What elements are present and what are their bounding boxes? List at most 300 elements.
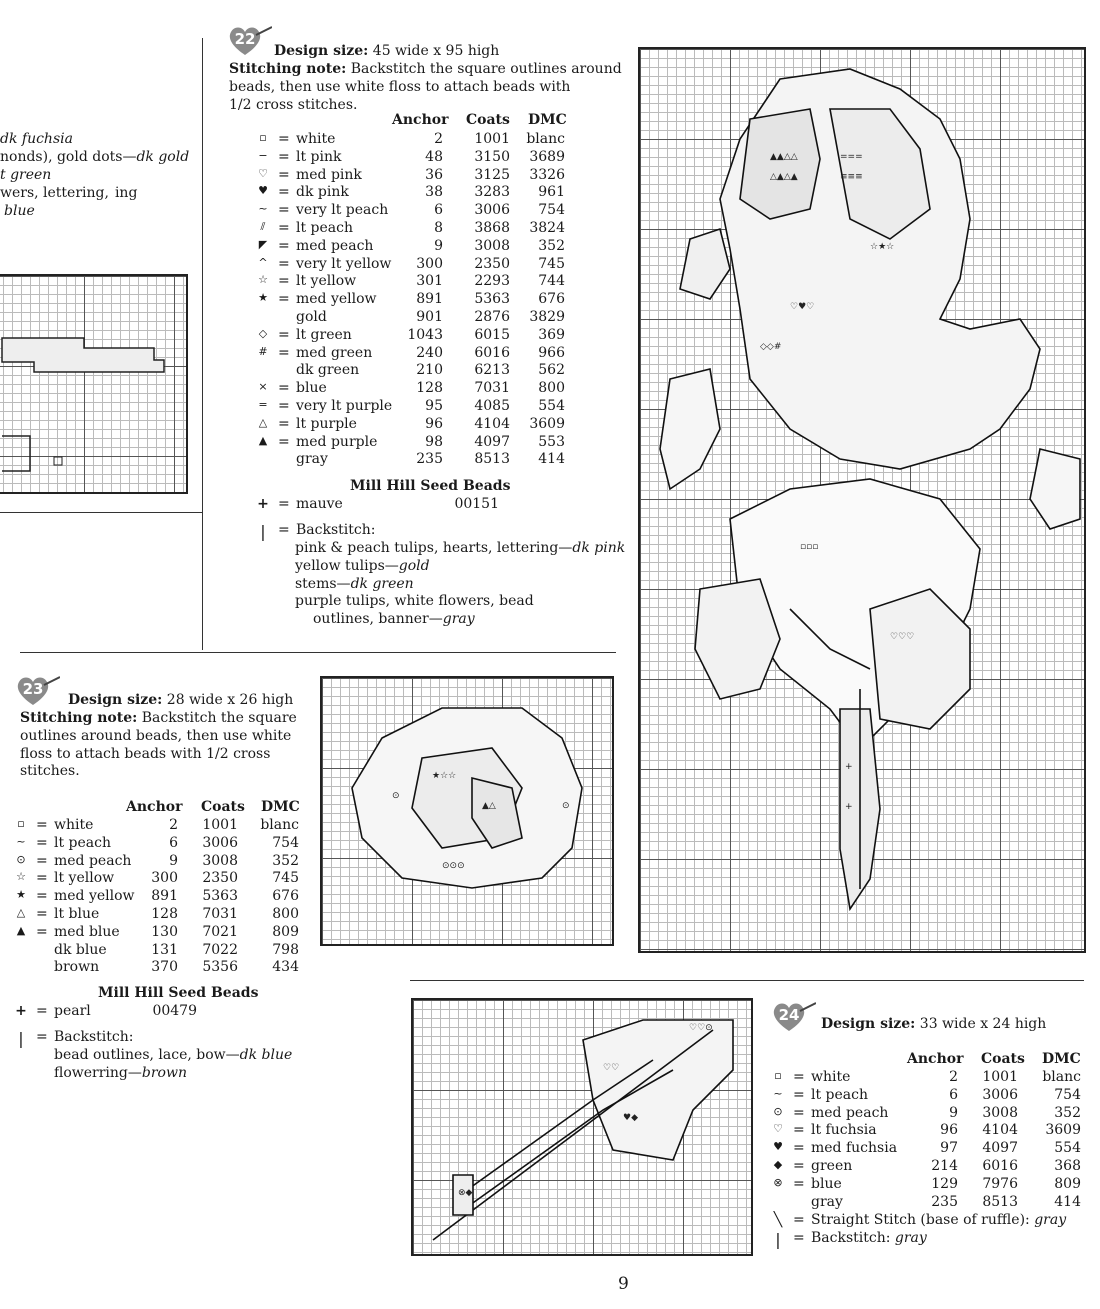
bead-eq: = [278,496,290,512]
bead-eq: = [36,1003,48,1019]
dmc-number: 754 [272,834,299,851]
design-23-motif [322,678,616,948]
color-key-row [14,959,314,977]
dmc-number: 754 [538,202,565,219]
bead-code: 00479 [152,1003,197,1019]
design-23-note-line4: stitches. [20,763,80,780]
color-key-row [256,273,576,291]
dmc-number: 745 [272,870,299,887]
color-name: blue [811,1175,842,1192]
design-23-beads-title: Mill Hill Seed Beads [98,985,259,1001]
stitch-symbol-icon: ◤ [258,237,268,251]
anchor-number: 9 [949,1104,958,1121]
color-name: lt peach [296,219,354,236]
svg-text:☆★☆: ☆★☆ [870,242,895,252]
color-key-row [14,870,314,888]
design-23-header-dmc: DMC [261,799,300,815]
coats-number: 7031 [474,380,510,397]
straight-color: gray [1034,1212,1067,1228]
dmc-number: 554 [538,397,565,414]
anchor-number: 891 [416,291,443,308]
dmc-number: 352 [538,237,565,254]
design-23-backstitch [14,1029,314,1047]
coats-number: 1001 [202,817,238,833]
coats-number: 2293 [474,273,510,290]
bs22-line1: pink & peach tulips, hearts, lettering— [295,540,573,556]
design-22-motif [640,49,1088,955]
design-22-number: 22 [234,30,256,48]
stitch-symbol-icon: ▲ [16,923,26,937]
equals-sign: = [36,852,48,869]
svg-text:▲△: ▲△ [482,801,496,811]
color-name: lt peach [811,1086,869,1103]
fragment-chart-motif [0,276,190,496]
color-key-row [771,1087,1086,1105]
anchor-number: 901 [416,308,443,325]
backstitch-eq: = [36,1029,48,1045]
design-24-number: 24 [778,1006,800,1024]
svg-text:+: + [845,762,853,772]
equals-sign: = [278,273,290,290]
design-22-note [229,61,622,114]
dmc-number: 369 [538,326,565,343]
bead-name: mauve [296,496,343,512]
dmc-number: 3609 [1045,1122,1081,1139]
equals-sign: = [278,380,290,397]
design-22-heart-icon [228,25,266,55]
backstitch-label-text: Backstitch: [811,1230,891,1246]
design-23-note-label: Stitching note: [20,710,138,726]
equals-sign: = [36,923,48,940]
fragment-line-2-color: dk gold [136,149,190,165]
bs23-line1: bead outlines, lace, bow— [54,1047,240,1063]
dmc-number: 3824 [529,219,565,236]
equals-sign: = [278,433,290,450]
stitch-symbol-icon: ♥ [258,184,268,198]
svg-text:♡♥♡: ♡♥♡ [790,302,815,312]
coats-number: 7031 [202,905,238,922]
color-name: very lt yellow [296,255,392,272]
design-24-header-anchor: Anchor [907,1051,964,1067]
backstitch-eq: = [793,1230,805,1246]
equals-sign: = [278,131,290,147]
anchor-number: 214 [931,1157,958,1174]
dmc-number: 745 [538,255,565,272]
dmc-number: 3689 [529,148,565,165]
design-22-size [274,43,499,61]
anchor-number: 129 [931,1175,958,1192]
straight-label-text: Straight Stitch (base of ruffle): [811,1212,1030,1228]
dmc-number: 368 [1054,1157,1081,1174]
dmc-number: blanc [1042,1069,1081,1085]
svg-text:▫▫▫: ▫▫▫ [800,542,819,552]
coats-number: 3868 [474,219,510,236]
color-name: med green [296,344,373,361]
stitch-symbol-icon: ▲ [258,433,268,447]
design-22-header-anchor: Anchor [392,112,449,128]
stitch-symbol-icon: # [258,344,268,358]
design-22-backstitch [256,522,616,540]
color-name: med peach [811,1104,889,1121]
design-23-size [68,692,293,710]
coats-number: 8513 [982,1193,1018,1210]
coats-number: 3006 [474,202,510,219]
design-23-number: 23 [22,680,44,698]
anchor-number: 128 [416,380,443,397]
anchor-number: 300 [151,870,178,887]
svg-text:+: + [845,802,853,812]
dmc-number: 800 [272,905,299,922]
bs22-line3-color: dk green [350,575,414,592]
color-name: med peach [54,852,132,869]
design-23-color-key [14,817,314,977]
anchor-number: 300 [416,255,443,272]
backstitch-label [811,1230,927,1246]
color-name: lt pink [296,148,342,165]
backstitch-label: Backstitch: [54,1029,134,1045]
stitch-symbol-icon: ▫ [17,817,25,830]
fragment-line-2-text: nonds), gold dots— [0,149,137,165]
color-key-row [256,202,576,220]
coats-number: 2350 [202,870,238,887]
design-23-note [20,710,297,781]
design-24-motif [413,1000,755,1258]
backstitch-eq: = [278,522,290,538]
dmc-number: 352 [1054,1104,1081,1121]
color-key-row [256,416,576,434]
dmc-number: 809 [272,923,299,940]
color-key-row [256,345,576,363]
coats-number: 6015 [474,326,510,343]
color-name: med purple [296,433,378,450]
backstitch-line-icon: | [18,1029,24,1048]
svg-text:⊗◆: ⊗◆ [458,1188,473,1198]
stitch-symbol-icon: ⫽ [260,219,266,233]
color-key-row [771,1105,1086,1123]
coats-number: 4097 [982,1140,1018,1157]
fragment-line-2 [0,149,189,167]
color-name: brown [54,959,100,976]
straight-label [811,1212,1066,1228]
design-23-chart [320,676,614,946]
color-key-row [256,291,576,309]
anchor-number: 6 [434,202,443,219]
design-23-header-coats: Coats [201,799,245,815]
anchor-number: 235 [931,1193,958,1210]
dmc-number: 434 [272,959,299,976]
svg-text:⊙⊙⊙: ⊙⊙⊙ [442,861,465,871]
color-name: lt fuchsia [811,1122,877,1139]
equals-sign: = [278,291,290,308]
design-23-size-value: 28 wide x 26 high [166,692,294,708]
color-name: med blue [54,923,120,940]
coats-number: 6016 [474,344,510,361]
stitch-symbol-icon: ~ [16,834,26,848]
design-22-note-line1: Backstitch the square outlines around [350,61,622,77]
anchor-number: 95 [425,397,443,414]
stitch-symbol-icon: ◆ [773,1157,783,1171]
anchor-number: 48 [425,148,443,165]
anchor-number: 2 [949,1069,958,1085]
equals-sign: = [793,1175,805,1192]
color-name: very lt peach [296,202,389,219]
color-name: gray [296,451,328,468]
dmc-number: 809 [1054,1175,1081,1192]
svg-text:===: === [840,152,863,162]
section-rule-24 [410,980,1084,981]
design-23-bead-row [14,1003,314,1021]
stitch-symbol-icon: ◇ [258,326,268,340]
svg-text:♡♡⊙: ♡♡⊙ [689,1023,713,1033]
fragment-rule [0,512,202,513]
color-name: very lt purple [296,397,393,414]
equals-sign: = [36,834,48,851]
bs22-line2-color: gold [398,557,430,574]
dmc-number: 744 [538,273,565,290]
design-24-header-dmc: DMC [1042,1051,1081,1067]
stitch-symbol-icon: ♡ [258,166,268,180]
design-22-backstitch-lines [295,540,625,629]
design-23-header-anchor: Anchor [126,799,183,815]
equals-sign: = [278,255,290,272]
color-key-row [256,309,576,327]
anchor-number: 9 [169,852,178,869]
svg-text:★☆☆: ★☆☆ [432,771,457,781]
dmc-number: 966 [538,344,565,361]
anchor-number: 9 [434,237,443,254]
fragment-chart [0,274,188,494]
coats-number: 3006 [982,1086,1018,1103]
coats-number: 3125 [474,166,510,183]
anchor-number: 97 [940,1140,958,1157]
dmc-number: 798 [272,941,299,958]
bead-plus-icon: + [15,1003,27,1019]
design-24-size [821,1016,1046,1034]
fragment-line-4 [0,185,137,203]
dmc-number: 414 [538,451,565,468]
anchor-number: 240 [416,344,443,361]
anchor-number: 235 [416,451,443,468]
bead-name: pearl [54,1003,91,1019]
bs22-line4: purple tulips, white flowers, bead [295,593,534,610]
equals-sign: = [278,148,290,165]
color-key-row [256,451,576,469]
anchor-number: 98 [425,433,443,450]
bs22-line3: stems— [295,575,351,592]
color-key-row [14,924,314,942]
backstitch-line-icon: | [775,1230,781,1249]
backstitch-color: gray [894,1230,927,1246]
color-key-row [771,1158,1086,1176]
stitch-symbol-icon: △ [16,905,26,919]
anchor-number: 2 [169,817,178,833]
svg-text:⊙: ⊙ [392,791,400,801]
design-23-size-label: Design size: [68,692,163,708]
coats-number: 5356 [202,959,238,976]
color-name: blue [296,380,327,397]
anchor-number: 210 [416,362,443,379]
design-24-backstitch [771,1230,1086,1248]
stitch-symbol-icon: × [258,380,268,394]
fragment-line-4-tail: ing [114,185,138,201]
color-name: med yellow [296,291,377,308]
stitch-symbol-icon: ♥ [773,1140,783,1154]
equals-sign: = [36,870,48,887]
design-22-beads-title: Mill Hill Seed Beads [350,478,511,494]
color-key-row [771,1194,1086,1212]
anchor-number: 128 [151,905,178,922]
stitch-symbol-icon: ⊙ [16,852,26,866]
color-key-row [256,380,576,398]
bs22-line2: yellow tulips— [295,557,399,574]
color-key-row [256,167,576,185]
color-key-row [256,238,576,256]
stitch-symbol-icon: ☆ [258,273,268,287]
color-key-row [256,398,576,416]
equals-sign: = [793,1069,805,1085]
stitch-symbol-icon: ♡ [773,1122,783,1136]
color-key-row [256,184,576,202]
equals-sign: = [278,219,290,236]
color-name: lt yellow [296,273,357,290]
anchor-number: 8 [434,219,443,236]
coats-number: 3008 [474,237,510,254]
coats-number: 1001 [982,1069,1018,1085]
bs22-line5: outlines, banner— [313,611,443,628]
backstitch-line-icon: | [260,522,266,541]
color-name: lt purple [296,415,357,432]
coats-number: 2350 [474,255,510,272]
color-name: dk green [296,362,360,379]
equals-sign: = [278,415,290,432]
color-name: lt green [296,326,352,343]
color-name: white [296,131,336,147]
dmc-number: 352 [272,852,299,869]
equals-sign: = [793,1086,805,1103]
anchor-number: 96 [940,1122,958,1139]
equals-sign: = [278,166,290,183]
coats-number: 6213 [474,362,510,379]
color-key-row [14,817,314,835]
coats-number: 3008 [202,852,238,869]
page-number: 9 [618,1274,629,1294]
design-23-note-line2: outlines around beads, then use white [20,727,292,744]
color-key-row [14,906,314,924]
design-22-bead-row [256,496,576,514]
section-rule-23 [20,652,616,653]
bs22-line5-color: gray [442,611,475,628]
color-name: lt peach [54,834,112,851]
anchor-number: 96 [425,415,443,432]
dmc-number: 554 [1054,1140,1081,1157]
color-key-row [256,327,576,345]
stitch-symbol-icon: ⊗ [773,1175,783,1189]
anchor-number: 6 [169,834,178,851]
color-key-row [14,853,314,871]
design-23-note-line3: floss to attach beads with 1/2 cross [20,745,271,762]
coats-number: 4085 [474,397,510,414]
bs23-line2-color: brown [141,1064,187,1081]
design-23-note-line1: Backstitch the square [141,710,297,726]
dmc-number: 676 [272,888,299,905]
design-24-heart-icon [772,1001,810,1031]
color-key-row [256,149,576,167]
stitch-symbol-icon: ★ [16,888,26,902]
coats-number: 6016 [982,1157,1018,1174]
coats-number: 3150 [474,148,510,165]
design-22-size-value: 45 wide x 95 high [372,43,500,59]
color-name: lt yellow [54,870,115,887]
color-key-row [256,256,576,274]
dmc-number: 3609 [529,415,565,432]
equals-sign: = [278,397,290,414]
vertical-divider [202,38,203,650]
stitch-symbol-icon: − [258,148,268,162]
coats-number: 4097 [474,433,510,450]
fragment-line-4-text: wers, lettering, [0,185,109,201]
color-name: med peach [296,237,374,254]
equals-sign: = [278,237,290,254]
svg-text:⊙: ⊙ [562,801,570,811]
coats-number: 3008 [982,1104,1018,1121]
anchor-number: 38 [425,184,443,201]
coats-number: 4104 [474,415,510,432]
dmc-number: 562 [538,362,565,379]
stitch-symbol-icon: ★ [258,291,268,305]
coats-number: 2876 [474,308,510,325]
stitch-symbol-icon: ▫ [259,131,267,144]
anchor-number: 2 [434,131,443,147]
color-key-row [14,942,314,960]
coats-number: 5363 [474,291,510,308]
fragment-line-1: dk fuchsia [0,131,73,147]
bead-code: 00151 [454,496,499,512]
svg-text:△▲△▲: △▲△▲ [770,172,798,182]
anchor-number: 1043 [407,326,443,343]
color-name: dk pink [296,184,349,201]
svg-text:♥◆: ♥◆ [623,1113,638,1123]
color-name: white [54,817,94,833]
color-key-row [771,1140,1086,1158]
coats-number: 7976 [982,1175,1018,1192]
dmc-number: 800 [538,380,565,397]
equals-sign: = [278,202,290,219]
design-23-backstitch-lines [54,1047,292,1083]
straight-stitch-icon: ╲ [773,1212,783,1228]
color-name: med pink [296,166,362,183]
coats-number: 7022 [202,941,238,958]
coats-number: 8513 [474,451,510,468]
dmc-number: blanc [260,817,299,833]
stitch-symbol-icon: ^ [258,255,268,269]
stitch-symbol-icon: ⊙ [773,1104,783,1118]
color-key-row [256,362,576,380]
design-24-header-coats: Coats [981,1051,1025,1067]
color-key-row [14,888,314,906]
color-name: med fuchsia [811,1140,898,1157]
dmc-number: 961 [538,184,565,201]
design-22-color-key [256,131,576,469]
stitch-symbol-icon: = [258,397,268,411]
bs23-line1-color: dk blue [239,1047,293,1063]
equals-sign: = [793,1122,805,1139]
bs23-line2: flowerring— [54,1064,142,1081]
fragment-line-5: blue [4,203,35,219]
stitch-symbol-icon: ~ [773,1086,783,1100]
equals-sign: = [278,344,290,361]
anchor-number: 36 [425,166,443,183]
design-22-note-label: Stitching note: [229,61,347,77]
